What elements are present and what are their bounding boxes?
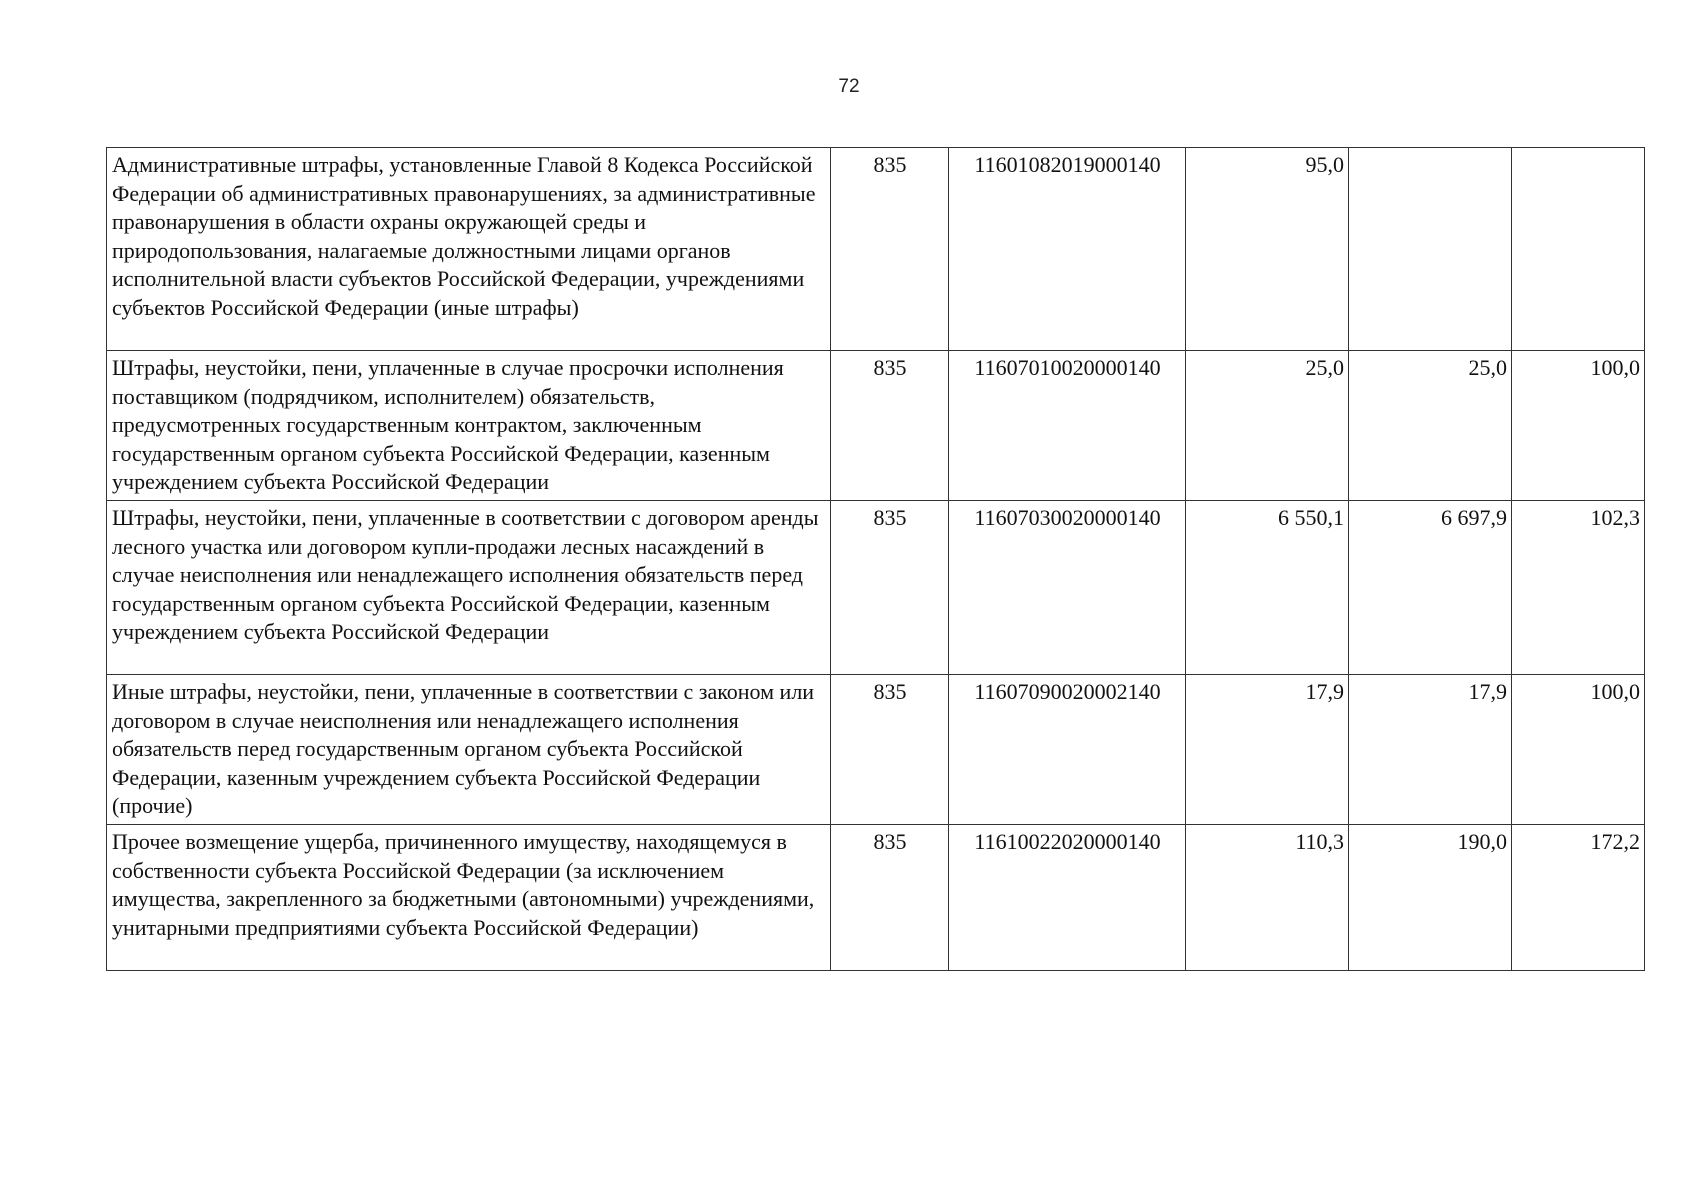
table-row — [107, 148, 1645, 351]
row-value-2 — [1349, 148, 1512, 351]
row-value-3 — [1512, 148, 1645, 351]
table-row — [107, 500, 1645, 674]
row-value-2: 17,9 — [1349, 674, 1512, 824]
row-budget-code: 11601082019000140 — [949, 148, 1186, 351]
row-value-1: 25,0 — [1186, 351, 1349, 501]
row-description: Прочее возмещение ущерба, причиненного имуществу, находящемуся в собственности субъекта Российской Федерации (за исключением имущества, закрепленного за бюджетными (автономными) учреждениями, унитарными предприятиями субъекта Российской Федерации) — [107, 824, 831, 970]
row-admin-code: 835 — [831, 148, 949, 351]
row-value-1: 17,9 — [1186, 674, 1349, 824]
row-value-3: 100,0 — [1512, 674, 1645, 824]
row-value-1: 110,3 — [1186, 824, 1349, 970]
table-row — [107, 351, 1645, 501]
row-value-3: 172,2 — [1512, 824, 1645, 970]
row-value-1: 95,0 — [1186, 148, 1349, 351]
row-description: Иные штрафы, неустойки, пени, уплаченные в соответствии с законом или договором в случае неисполнения или ненадлежащего исполнения обязательств перед государственным органом субъекта Российской Федерации, казенным учреждением субъекта Российской Федерации (прочие) — [107, 674, 831, 824]
row-budget-code: 11607030020000140 — [949, 500, 1186, 674]
revenue-table — [106, 147, 1645, 971]
row-admin-code: 835 — [831, 351, 949, 501]
row-value-2: 190,0 — [1349, 824, 1512, 970]
row-admin-code: 835 — [831, 824, 949, 970]
row-description: Штрафы, неустойки, пени, уплаченные в случае просрочки исполнения поставщиком (подрядчиком, исполнителем) обязательств, предусмотренных государственным контрактом, заключенным государственным органом субъекта Российской Федерации, казенным учреждением субъекта Российской Федерации — [107, 351, 831, 501]
row-value-2: 6 697,9 — [1349, 500, 1512, 674]
table-row — [107, 824, 1645, 970]
row-description: Административные штрафы, установленные Главой 8 Кодекса Российской Федерации об административных правонарушениях, за административные правонарушения в области охраны окружающей среды и природопользования, налагаемые должностными лицами органов исполнительной власти субъектов Российской Федерации, учреждениями субъектов Российской Федерации (иные штрафы) — [107, 148, 831, 351]
row-admin-code: 835 — [831, 674, 949, 824]
row-value-1: 6 550,1 — [1186, 500, 1349, 674]
row-value-3: 100,0 — [1512, 351, 1645, 501]
row-admin-code: 835 — [831, 500, 949, 674]
row-budget-code: 11610022020000140 — [949, 824, 1186, 970]
table-row — [107, 674, 1645, 824]
page-number: 72 — [838, 76, 860, 97]
row-value-2: 25,0 — [1349, 351, 1512, 501]
row-value-3: 102,3 — [1512, 500, 1645, 674]
row-budget-code: 11607090020002140 — [949, 674, 1186, 824]
row-description: Штрафы, неустойки, пени, уплаченные в соответствии с договором аренды лесного участка или договором купли-продажи лесных насаждений в случае неисполнения или ненадлежащего исполнения обязательств перед государственным органом субъекта Российской Федерации, казенным учреждением субъекта Российской Федерации — [107, 500, 831, 674]
row-budget-code: 11607010020000140 — [949, 351, 1186, 501]
